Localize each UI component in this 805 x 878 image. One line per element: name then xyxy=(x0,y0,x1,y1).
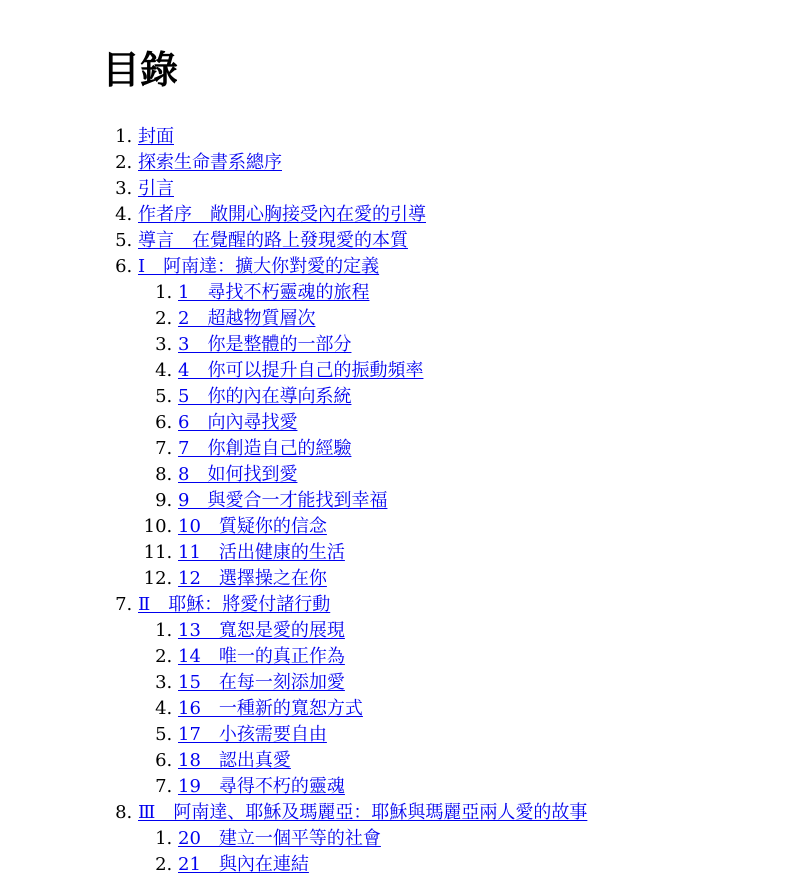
toc-item xyxy=(138,254,792,592)
toc-link[interactable]: Ⅱ 耶穌：將愛付諸行動 xyxy=(138,594,331,615)
toc-subitem xyxy=(178,696,792,722)
toc-link[interactable]: 封面 xyxy=(138,126,174,147)
toc-subitem xyxy=(178,514,792,540)
toc-sublink[interactable]: 12 選擇操之在你 xyxy=(178,568,327,589)
toc-link[interactable]: Ⅰ 阿南達：擴大你對愛的定義 xyxy=(138,256,380,277)
toc-sublink[interactable]: 3 你是整體的一部分 xyxy=(178,334,352,355)
toc-item xyxy=(138,800,792,878)
toc-item xyxy=(138,124,792,150)
toc-subitem xyxy=(178,774,792,800)
toc-sublink[interactable]: 18 認出真愛 xyxy=(178,750,291,771)
toc-subitem xyxy=(178,358,792,384)
toc-item xyxy=(138,176,792,202)
toc-subitem xyxy=(178,332,792,358)
toc-subitem xyxy=(178,644,792,670)
toc-sublink[interactable]: 8 如何找到愛 xyxy=(178,464,298,485)
toc-link[interactable]: 導言 在覺醒的路上發現愛的本質 xyxy=(138,230,408,251)
toc-subitem xyxy=(178,566,792,592)
toc-sublink[interactable]: 7 你創造自己的經驗 xyxy=(178,438,352,459)
toc-sublink[interactable]: 10 質疑你的信念 xyxy=(178,516,327,537)
toc-sublink[interactable]: 15 在每一刻添加愛 xyxy=(178,672,345,693)
toc-sublink[interactable]: 19 尋得不朽的靈魂 xyxy=(178,776,345,797)
toc-subitem xyxy=(178,618,792,644)
toc-subitem xyxy=(178,306,792,332)
toc-subitem xyxy=(178,280,792,306)
toc-sublink[interactable]: 14 唯一的真正作為 xyxy=(178,646,345,667)
toc-sublink[interactable]: 21 與內在連結 xyxy=(178,854,309,875)
toc-item xyxy=(138,592,792,800)
toc-sublist xyxy=(138,280,792,592)
toc-subitem xyxy=(178,826,792,852)
toc-sublink[interactable]: 1 尋找不朽靈魂的旅程 xyxy=(178,282,370,303)
toc-sublink[interactable]: 11 活出健康的生活 xyxy=(178,542,345,563)
toc-page xyxy=(102,44,792,878)
toc-subitem xyxy=(178,540,792,566)
toc-sublink[interactable]: 6 向內尋找愛 xyxy=(178,412,298,433)
toc-sublink[interactable]: 5 你的內在導向系統 xyxy=(178,386,352,407)
toc-sublink[interactable]: 4 你可以提升自己的振動頻率 xyxy=(178,360,424,381)
toc-subitem xyxy=(178,670,792,696)
toc-subitem xyxy=(178,488,792,514)
toc-link[interactable]: Ⅲ 阿南達、耶穌及瑪麗亞：耶穌與瑪麗亞兩人愛的故事 xyxy=(138,802,588,823)
toc-sublink[interactable]: 20 建立一個平等的社會 xyxy=(178,828,381,849)
toc-sublist xyxy=(138,826,792,878)
toc-item xyxy=(138,202,792,228)
toc-subitem xyxy=(178,462,792,488)
toc-item xyxy=(138,228,792,254)
toc-link[interactable]: 探索生命書系總序 xyxy=(138,152,282,173)
toc-subitem xyxy=(178,410,792,436)
toc-sublink[interactable]: 13 寬恕是愛的展現 xyxy=(178,620,345,641)
toc-sublink[interactable]: 16 一種新的寬恕方式 xyxy=(178,698,363,719)
toc-sublink[interactable]: 2 超越物質層次 xyxy=(178,308,316,329)
toc-link[interactable]: 作者序 敞開心胸接受內在愛的引導 xyxy=(138,204,426,225)
toc-subitem xyxy=(178,384,792,410)
toc-list xyxy=(102,124,792,878)
toc-sublist xyxy=(138,618,792,800)
toc-subitem xyxy=(178,436,792,462)
page-title: 目錄 xyxy=(102,48,179,92)
toc-sublink[interactable]: 17 小孩需要自由 xyxy=(178,724,327,745)
toc-subitem xyxy=(178,722,792,748)
toc-link[interactable]: 引言 xyxy=(138,178,174,199)
toc-subitem xyxy=(178,852,792,878)
toc-item xyxy=(138,150,792,176)
toc-sublink[interactable]: 9 與愛合一才能找到幸福 xyxy=(178,490,388,511)
toc-subitem xyxy=(178,748,792,774)
